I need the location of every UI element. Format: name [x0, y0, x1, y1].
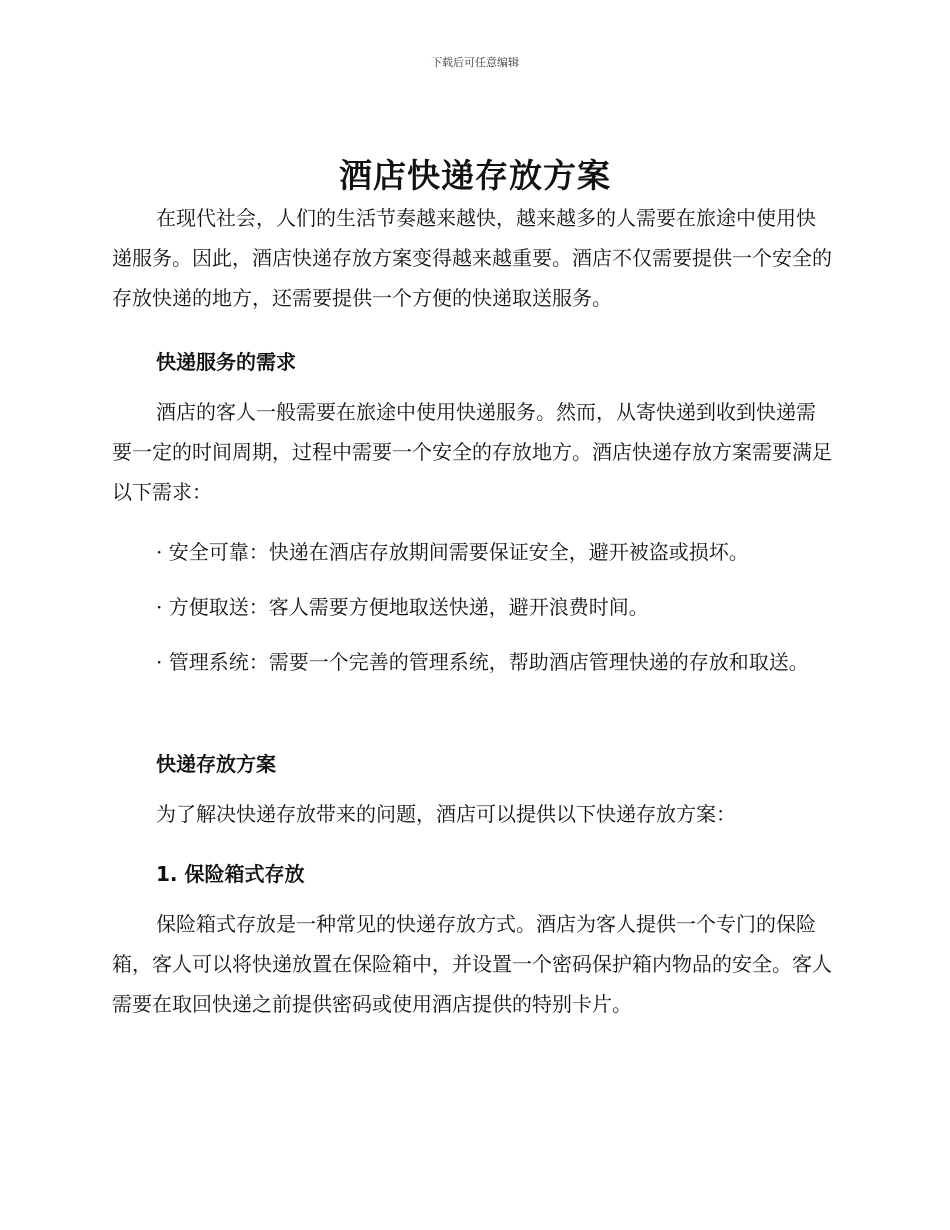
section-heading-demand: 快递服务的需求	[156, 350, 296, 374]
document-title: 酒店快递存放方案	[339, 156, 611, 195]
bullet-item: · 安全可靠：快递在酒店存放期间需要保证安全，避开被盗或损坏。	[156, 540, 749, 564]
intro-paragraph: 在现代社会，人们的生活节奏越来越快，越来越多的人需要在旅途中使用快递服务。因此，酒店快递存放方案变得越来越重要。酒店不仅需要提供一个安全的存放快递的地方，还需要提供一个方便的快递取送服务。	[112, 206, 832, 310]
section-heading-plan: 快递存放方案	[156, 752, 276, 776]
bullet-item: · 管理系统：需要一个完善的管理系统，帮助酒店管理快递的存放和取送。	[156, 650, 809, 674]
header-note: 下载后可任意编辑	[431, 56, 519, 69]
safe-box-paragraph: 保险箱式存放是一种常见的快递存放方式。酒店为客人提供一个专门的保险箱，客人可以将快递放置在保险箱中，并设置一个密码保护箱内物品的安全。客人需要在取回快递之前提供密码或使用酒店提供的特别卡片。	[112, 912, 832, 1016]
bullet-item: · 方便取送：客人需要方便地取送快递，避开浪费时间。	[156, 595, 649, 619]
plan-paragraph: 为了解决快递存放带来的问题，酒店可以提供以下快递存放方案：	[156, 802, 736, 826]
section-heading-safe-box: 1. 保险箱式存放	[156, 862, 305, 886]
demand-paragraph: 酒店的客人一般需要在旅途中使用快递服务。然而，从寄快递到收到快递需要一定的时间周期，过程中需要一个安全的存放地方。酒店快递存放方案需要满足以下需求：	[112, 400, 832, 504]
